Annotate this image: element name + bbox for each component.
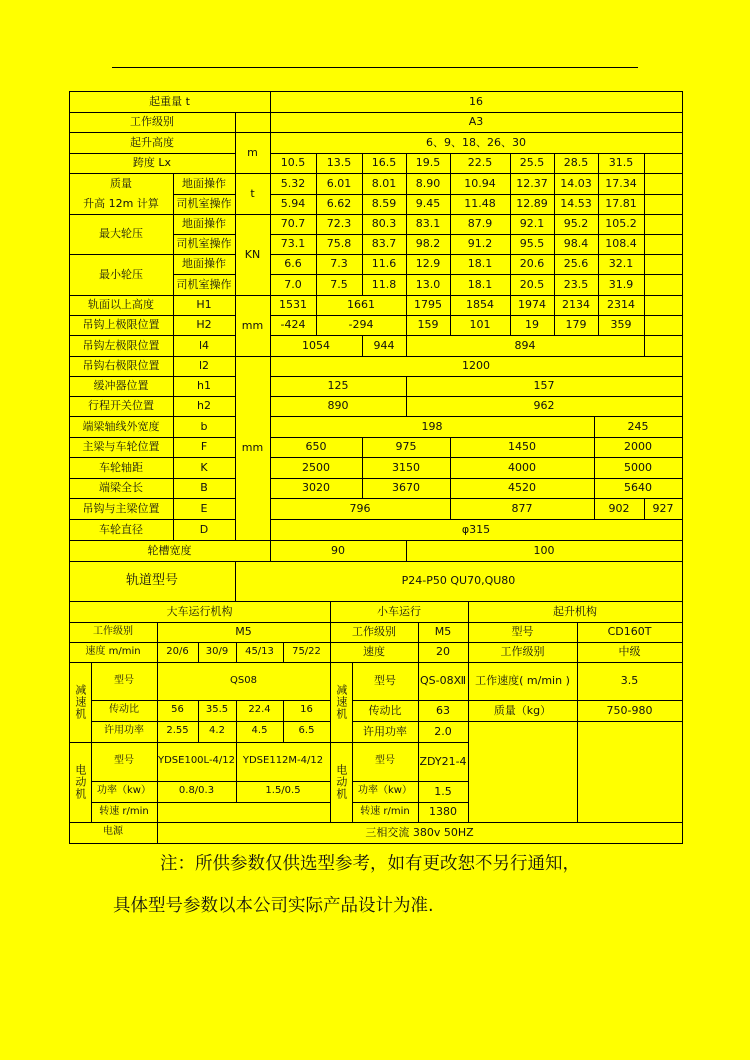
hoist-mass-label: 质量（kg） bbox=[493, 703, 552, 717]
max-wheel-label: 最大轮压 bbox=[99, 227, 143, 241]
min-wheel-value: 23.5 bbox=[563, 277, 589, 291]
small-power-label: 许用功率 bbox=[363, 724, 407, 738]
big-motor-power-value: 0.8/0.3 bbox=[178, 785, 215, 797]
mass-label-line1: 质量 bbox=[110, 176, 132, 190]
min-wheel-value: 31.9 bbox=[608, 277, 634, 291]
unit-kn: KN bbox=[244, 247, 261, 261]
big-power-value: 6.5 bbox=[298, 725, 315, 737]
big-power-value: 4.2 bbox=[209, 725, 225, 737]
small-model-label: 型号 bbox=[374, 674, 396, 688]
e-row-value: 877 bbox=[511, 501, 533, 515]
h2_row-symbol: H2 bbox=[196, 318, 212, 332]
big-ratio-value: 22.4 bbox=[248, 704, 271, 716]
big-motor-power-value: 1.5/0.5 bbox=[265, 785, 301, 797]
unit-m: m bbox=[247, 145, 258, 159]
big-ratio-value: 56 bbox=[171, 704, 184, 716]
lift-height-label: 起升高度 bbox=[130, 135, 174, 149]
big-rpm-label: 转速 r/min bbox=[99, 805, 149, 817]
l2-row-value: 1200 bbox=[462, 359, 490, 373]
cell-border bbox=[578, 722, 683, 823]
cell-border bbox=[645, 235, 683, 255]
hoist-work-value: 中级 bbox=[618, 645, 641, 659]
big-motor-power-label: 功率（kw） bbox=[97, 785, 151, 797]
h2_row-value: 359 bbox=[610, 318, 632, 332]
travel_row-label: 行程开关位置 bbox=[88, 399, 154, 413]
working-class-value: A3 bbox=[468, 115, 484, 129]
b_row-label: 端梁轴线外宽度 bbox=[82, 419, 160, 433]
min-wheel-value: 25.6 bbox=[563, 257, 589, 271]
big-speed-label: 速度 m/min bbox=[85, 645, 141, 657]
span-value: 28.5 bbox=[563, 156, 589, 170]
k_row-value: 4000 bbox=[508, 460, 536, 474]
h1_row-value: 2134 bbox=[562, 298, 590, 312]
b-row-value: 198 bbox=[421, 419, 443, 433]
e-row-value: 927 bbox=[652, 501, 674, 515]
max-wheel-value: 73.1 bbox=[280, 237, 306, 251]
small-rpm-value: 1380 bbox=[429, 805, 457, 819]
big-motor-model-value: YDSE100L-4/12 bbox=[157, 755, 236, 767]
cell-border bbox=[645, 174, 683, 195]
buffer_row-symbol: h1 bbox=[197, 379, 211, 393]
small-rpm-label: 转速 r/min bbox=[360, 805, 410, 817]
travel-row-value: 962 bbox=[533, 399, 555, 413]
l4-row-label: 吊钩左极限位置 bbox=[82, 338, 160, 352]
unit-mm-top: mm bbox=[241, 318, 264, 332]
big-motor-model-label: 型号 bbox=[114, 755, 134, 767]
h2_row-value: -294 bbox=[348, 318, 374, 332]
mass-ground-value: 12.37 bbox=[516, 176, 548, 190]
f_row-value: 650 bbox=[305, 440, 327, 454]
span-value: 22.5 bbox=[467, 156, 493, 170]
max-wheel-value: 75.8 bbox=[326, 237, 352, 251]
travel-row-value: 890 bbox=[327, 399, 349, 413]
d_row-symbol: D bbox=[199, 522, 209, 536]
cell-border bbox=[645, 195, 683, 215]
min-wheel-value: 20.6 bbox=[519, 257, 545, 271]
mass-cab-value: 14.53 bbox=[560, 197, 592, 211]
k_row-value: 5000 bbox=[624, 460, 652, 474]
mass-cab-value: 12.89 bbox=[516, 197, 548, 211]
span-value: 19.5 bbox=[415, 156, 441, 170]
e_row-label: 吊钩与主梁位置 bbox=[82, 501, 160, 515]
small-motor-power-value: 1.5 bbox=[434, 784, 452, 798]
max-wheel-value: 98.2 bbox=[415, 237, 441, 251]
note-line-1: 注：所供参数仅供选型参考，如有更改恕不另行通知， bbox=[160, 854, 580, 874]
big-motor-label: 电动机 bbox=[73, 764, 87, 800]
span-value: 13.5 bbox=[326, 156, 352, 170]
small-work-value: M5 bbox=[434, 625, 452, 639]
mass-ground-value: 10.94 bbox=[464, 176, 496, 190]
min-wheel-value: 13.0 bbox=[415, 277, 441, 291]
power-supply-label: 电源 bbox=[103, 826, 123, 838]
k_row-value: 2500 bbox=[302, 460, 330, 474]
k_row-value: 3150 bbox=[392, 460, 420, 474]
min-wheel-value: 18.1 bbox=[467, 257, 493, 271]
small-motor-model-value: ZDY21-4 bbox=[419, 754, 467, 768]
lifting-capacity-label: 起重量 t bbox=[149, 94, 190, 108]
span-value: 16.5 bbox=[371, 156, 397, 170]
hoist-model-value: CD160T bbox=[607, 625, 652, 639]
mass-ground-value: 8.01 bbox=[371, 176, 397, 190]
min-wheel-label: 最小轮压 bbox=[99, 267, 143, 281]
bb_row-label: 端梁全长 bbox=[99, 481, 143, 495]
buffer-row-value: 125 bbox=[327, 379, 349, 393]
big-motor-model-value: YDSE112M-4/12 bbox=[242, 755, 324, 767]
h1_row-label: 轨面以上高度 bbox=[88, 298, 154, 312]
f_row-label: 主梁与车轮位置 bbox=[82, 440, 160, 454]
hoist-mass-value: 750-980 bbox=[606, 703, 653, 717]
head-small-cart: 小车运行 bbox=[377, 604, 421, 618]
big-work-label: 工作级别 bbox=[93, 625, 133, 637]
max-wheel-value: 95.5 bbox=[519, 237, 545, 251]
small-speed-label: 速度 bbox=[363, 645, 385, 659]
cell-border bbox=[236, 113, 271, 133]
h2_row-value: -424 bbox=[280, 318, 306, 332]
note-line-2: 具体型号参数以本公司实际产品设计为准. bbox=[113, 896, 434, 916]
bb_row-value: 5640 bbox=[624, 481, 652, 495]
min-wheel-value: 7.3 bbox=[330, 257, 348, 271]
min-wheel-ground-label: 地面操作 bbox=[182, 257, 226, 271]
unit-mm-bottom: mm bbox=[241, 441, 264, 455]
mass-cab-value: 5.94 bbox=[280, 197, 306, 211]
big-ratio-value: 35.5 bbox=[205, 704, 229, 716]
max-wheel-value: 83.7 bbox=[371, 237, 397, 251]
big-work-value: M5 bbox=[235, 625, 252, 639]
small-reducer-label: 减速机 bbox=[334, 684, 348, 720]
hoist-work-label: 工作级别 bbox=[500, 645, 545, 659]
hoist-speed-value: 3.5 bbox=[620, 674, 639, 688]
d_row-label: 车轮直径 bbox=[99, 522, 143, 536]
mass-cab-value: 8.59 bbox=[371, 197, 397, 211]
unit-t: t bbox=[250, 186, 255, 200]
min-wheel-value: 18.1 bbox=[467, 277, 493, 291]
big-speed-value: 30/9 bbox=[205, 645, 229, 657]
h1_row-symbol: H1 bbox=[196, 298, 212, 312]
max-wheel-cab-label: 司机室操作 bbox=[176, 237, 232, 251]
max-wheel-value: 87.9 bbox=[467, 217, 493, 231]
min-wheel-value: 11.8 bbox=[371, 277, 397, 291]
big-ratio-value: 16 bbox=[300, 704, 313, 716]
small-ratio-value: 63 bbox=[436, 703, 450, 717]
cell-border bbox=[645, 255, 683, 275]
big-power-value: 4.5 bbox=[251, 725, 268, 737]
f_row-value: 1450 bbox=[508, 440, 536, 454]
h2_row-value: 101 bbox=[469, 318, 491, 332]
max-wheel-value: 92.1 bbox=[519, 217, 545, 231]
mass-ground-label: 地面操作 bbox=[182, 176, 226, 190]
small-work-label: 工作级别 bbox=[352, 625, 396, 639]
cell-border bbox=[645, 215, 683, 235]
min-wheel-value: 6.6 bbox=[284, 257, 302, 271]
max-wheel-value: 83.1 bbox=[415, 217, 441, 231]
rail-row-value: P24-P50 QU70,QU80 bbox=[401, 574, 516, 588]
l4-row-value: 944 bbox=[373, 338, 395, 352]
max-wheel-value: 72.3 bbox=[326, 217, 352, 231]
big-speed-value: 75/22 bbox=[292, 645, 321, 657]
h1_row-value: 1795 bbox=[414, 298, 442, 312]
h2_row-label: 吊钩上极限位置 bbox=[82, 318, 160, 332]
h1_row-value: 1974 bbox=[518, 298, 546, 312]
max-wheel-value: 70.7 bbox=[280, 217, 306, 231]
cell-border bbox=[645, 296, 683, 316]
bb_row-value: 3670 bbox=[392, 481, 420, 495]
groove-row-value: 100 bbox=[533, 543, 555, 557]
mass-ground-value: 5.32 bbox=[280, 176, 306, 190]
d-row-value: φ315 bbox=[461, 522, 491, 536]
cell-border bbox=[645, 316, 683, 336]
f_row-value: 2000 bbox=[624, 440, 652, 454]
e-row-value: 796 bbox=[349, 501, 371, 515]
e_row-symbol: E bbox=[200, 501, 208, 515]
big-model-value: QS08 bbox=[230, 674, 257, 686]
mass-ground-value: 8.90 bbox=[415, 176, 441, 190]
k_row-label: 车轮轴距 bbox=[99, 460, 143, 474]
cell-border bbox=[645, 154, 683, 174]
small-model-value: QS-08Ⅻ bbox=[419, 674, 467, 688]
mass-ground-value: 17.34 bbox=[605, 176, 637, 190]
bb_row-symbol: B bbox=[200, 481, 208, 495]
buffer_row-label: 缓冲器位置 bbox=[93, 379, 149, 393]
groove-row-value: 90 bbox=[331, 543, 345, 557]
mass-cab-value: 17.81 bbox=[605, 197, 637, 211]
small-motor-power-label: 功率（kw） bbox=[358, 785, 412, 797]
hoist-model-label: 型号 bbox=[511, 625, 534, 639]
f_row-value: 975 bbox=[395, 440, 417, 454]
bb_row-value: 4520 bbox=[508, 481, 536, 495]
head-hoist: 起升机构 bbox=[553, 604, 597, 618]
h2_row-value: 159 bbox=[417, 318, 439, 332]
min-wheel-value: 11.6 bbox=[371, 257, 397, 271]
mass-cab-value: 9.45 bbox=[415, 197, 441, 211]
groove-row-label: 轮槽宽度 bbox=[147, 543, 192, 557]
big-power-value: 2.55 bbox=[166, 725, 189, 737]
big-ratio-label: 传动比 bbox=[109, 704, 139, 716]
k_row-symbol: K bbox=[200, 460, 208, 474]
f_row-symbol: F bbox=[200, 440, 208, 454]
max-wheel-value: 91.2 bbox=[467, 237, 493, 251]
l2_row-label: 吊钩右极限位置 bbox=[82, 359, 160, 373]
mass-cab-value: 6.62 bbox=[326, 197, 352, 211]
travel_row-symbol: h2 bbox=[197, 399, 211, 413]
cell-border bbox=[158, 803, 331, 823]
h1_row-value: 2314 bbox=[607, 298, 635, 312]
big-speed-value: 45/13 bbox=[245, 645, 274, 657]
max-wheel-value: 98.4 bbox=[563, 237, 589, 251]
b_row-symbol: b bbox=[200, 419, 208, 433]
mass-cab-value: 11.48 bbox=[464, 197, 496, 211]
lifting-capacity-value: 16 bbox=[469, 94, 483, 108]
min-wheel-value: 32.1 bbox=[608, 257, 634, 271]
small-motor-label: 电动机 bbox=[334, 764, 348, 800]
min-wheel-value: 7.5 bbox=[330, 277, 348, 291]
h1_row-value: 1854 bbox=[466, 298, 494, 312]
rail-row-label: 轨道型号 bbox=[125, 572, 178, 588]
e-row-value: 902 bbox=[608, 501, 630, 515]
span-value: 31.5 bbox=[608, 156, 634, 170]
buffer-row-value: 157 bbox=[533, 379, 555, 393]
cell-border bbox=[645, 275, 683, 296]
small-ratio-label: 传动比 bbox=[368, 703, 402, 717]
big-speed-value: 20/6 bbox=[166, 645, 189, 657]
l2_row-symbol: l2 bbox=[198, 359, 210, 373]
mass-label-line2: 升高 12m 计算 bbox=[83, 197, 159, 211]
big-model-label: 型号 bbox=[114, 674, 134, 686]
min-wheel-value: 12.9 bbox=[415, 257, 441, 271]
small-power-value: 2.0 bbox=[434, 724, 452, 738]
small-speed-value: 20 bbox=[436, 645, 450, 659]
span-label: 跨度 Lx bbox=[132, 156, 172, 170]
l4-row-value: 1054 bbox=[302, 338, 330, 352]
head-big-cart: 大车运行机构 bbox=[166, 604, 233, 618]
min-wheel-value: 7.0 bbox=[284, 277, 302, 291]
span-value: 10.5 bbox=[280, 156, 306, 170]
lift-height-value: 6、9、18、26、30 bbox=[426, 135, 526, 149]
h2_row-value: 179 bbox=[565, 318, 587, 332]
cell-border bbox=[645, 336, 683, 357]
cell-border bbox=[469, 722, 578, 823]
bb_row-value: 3020 bbox=[302, 481, 330, 495]
l4-row-value: 894 bbox=[514, 338, 536, 352]
max-wheel-value: 108.4 bbox=[605, 237, 637, 251]
max-wheel-value: 80.3 bbox=[371, 217, 397, 231]
h1_row-value: 1531 bbox=[279, 298, 307, 312]
mass-ground-value: 6.01 bbox=[326, 176, 352, 190]
hoist-speed-label: 工作速度( m/min ) bbox=[475, 674, 570, 688]
max-wheel-ground-label: 地面操作 bbox=[182, 217, 226, 231]
big-power-label: 许用功率 bbox=[104, 725, 144, 737]
power-supply-value: 三相交流 380v 50HZ bbox=[365, 825, 474, 839]
mass-cab-label: 司机室操作 bbox=[176, 197, 232, 211]
b-row-value: 245 bbox=[627, 419, 649, 433]
max-wheel-value: 105.2 bbox=[605, 217, 637, 231]
span-value: 25.5 bbox=[519, 156, 545, 170]
h1_row-value: 1661 bbox=[347, 298, 375, 312]
h2_row-value: 19 bbox=[525, 318, 539, 332]
min-wheel-cab-label: 司机室操作 bbox=[176, 277, 232, 291]
l4-row-symbol: l4 bbox=[198, 338, 210, 352]
big-reducer-label: 减速机 bbox=[73, 684, 87, 720]
small-motor-model-label: 型号 bbox=[375, 755, 395, 767]
working-class-label: 工作级别 bbox=[130, 115, 174, 129]
max-wheel-value: 95.2 bbox=[563, 217, 589, 231]
min-wheel-value: 20.5 bbox=[519, 277, 545, 291]
mass-ground-value: 14.03 bbox=[560, 176, 592, 190]
